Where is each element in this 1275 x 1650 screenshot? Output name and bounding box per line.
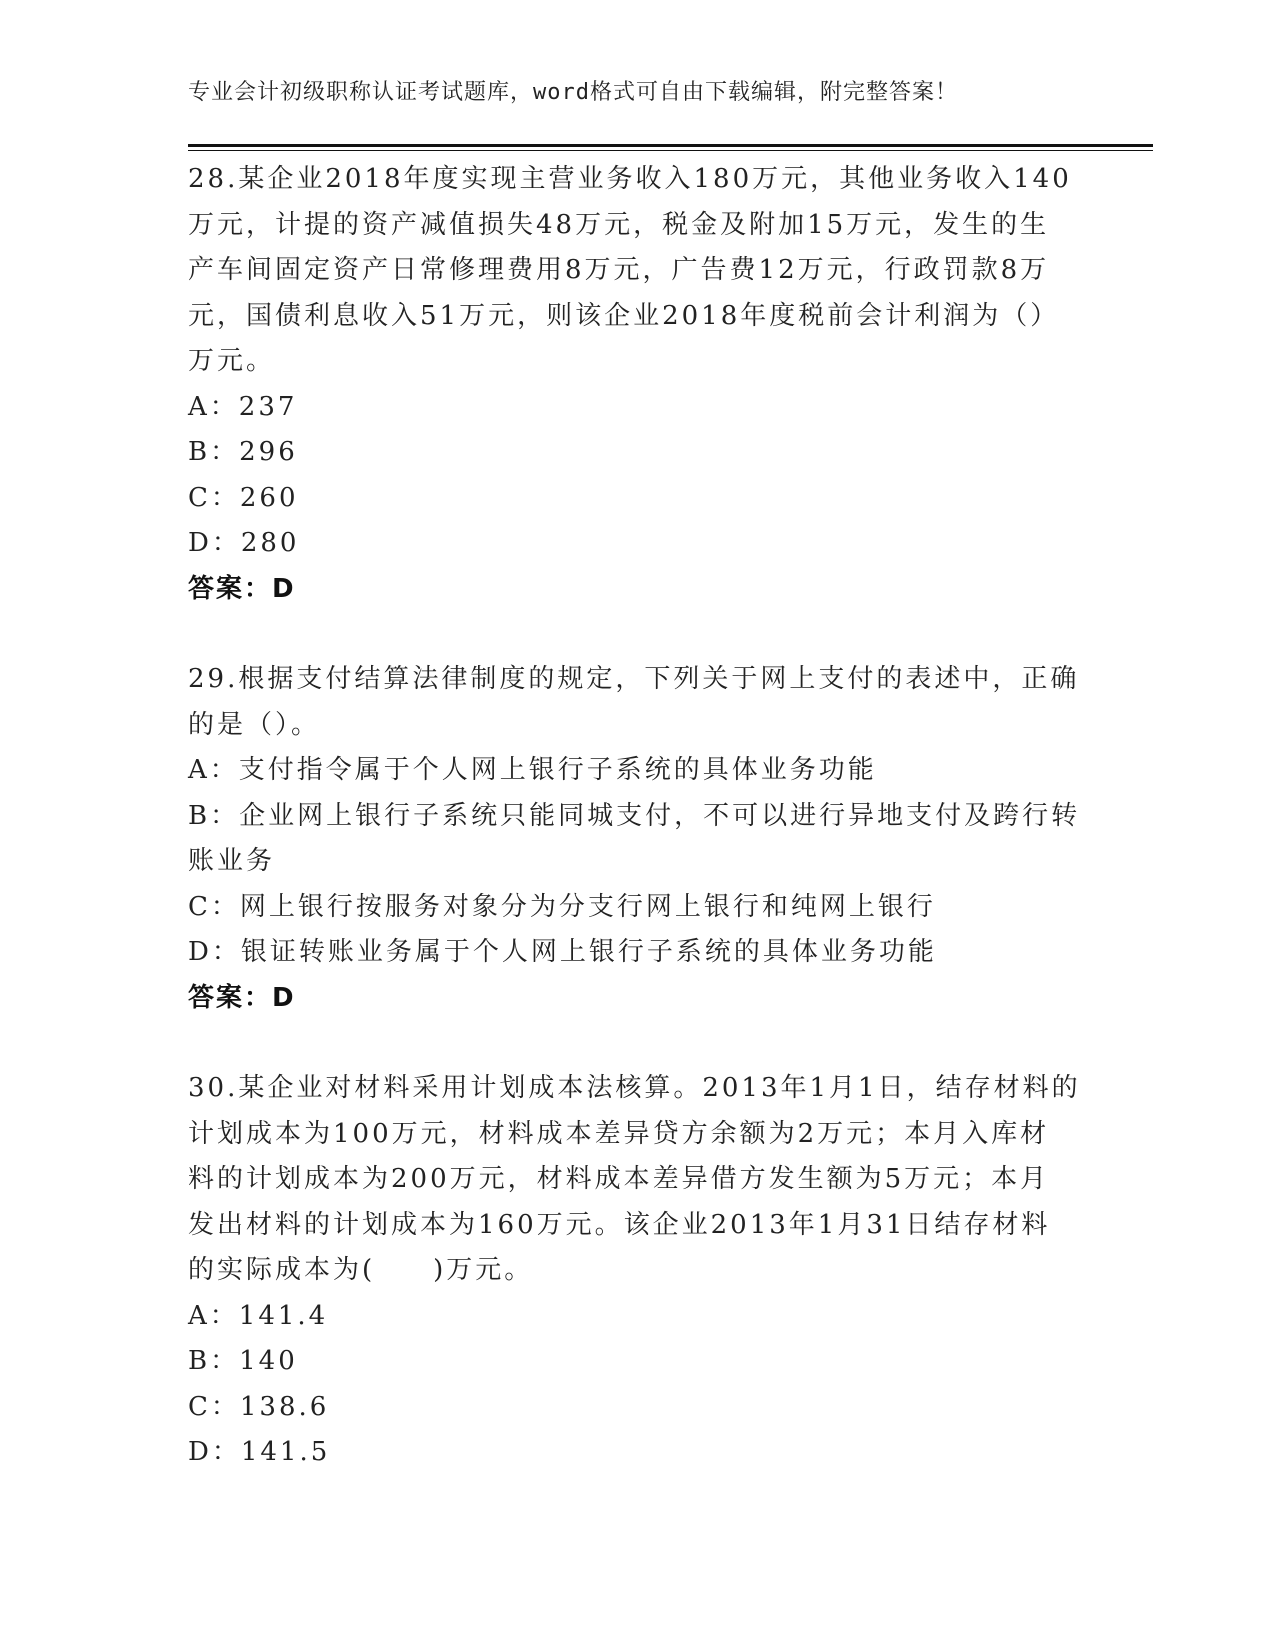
question-stem-line: 元，国债利息收入51万元，则该企业2018年度税前会计利润为（） [188,300,1060,331]
question-stem-line: 的是（）。 [188,709,321,740]
question-stem-line: 万元。 [188,346,276,376]
answer-label: 答案：D [188,982,296,1013]
option-b: B：296 [188,437,298,467]
option-b: B：140 [188,1346,298,1376]
question-stem-line: 料的计划成本为200万元，材料成本差异借方发生额为5万元；本月 [188,1164,1050,1194]
option-c: C：网上银行按服务对象分为分支行网上银行和纯网上银行 [188,891,936,922]
question-28 [188,157,1088,612]
option-b-continued: 账业务 [188,846,276,876]
option-a: A：支付指令属于个人网上银行子系统的具体业务功能 [188,755,877,785]
question-stem-line: 万元，计提的资产减值损失48万元，税金及附加15万元，发生的生 [188,209,1050,240]
question-stem-line: 产车间固定资产日常修理费用8万元，广告费12万元，行政罚款8万 [188,255,1050,285]
option-d: D：银证转账业务属于个人网上银行子系统的具体业务功能 [188,937,937,967]
option-d: D：141.5 [188,1437,331,1467]
page-header: 专业会计初级职称认证考试题库，word格式可自由下载编辑，附完整答案！ [188,80,958,105]
question-stem-line: 28.某企业2018年度实现主营业务收入180万元，其他业务收入140 [188,164,1072,194]
question-stem-line: 的实际成本为( )万元。 [188,1255,534,1285]
question-gap [188,1021,1088,1066]
question-stem-line: 29.根据支付结算法律制度的规定，下列关于网上支付的表述中，正确 [188,664,1080,694]
question-stem-line: 发出材料的计划成本为160万元。该企业2013年1月31日结存材料 [188,1209,1051,1240]
option-c: C：260 [188,482,299,513]
option-c: C：138.6 [188,1391,330,1422]
question-list [188,157,1088,1476]
question-gap [188,612,1088,657]
option-a: A：141.4 [188,1300,329,1331]
option-b: B：企业网上银行子系统只能同城支付，不可以进行异地支付及跨行转 [188,800,1081,831]
header-rule-thick [188,144,1153,147]
question-stem-line: 计划成本为100万元，材料成本差异贷方余额为2万元；本月入库材 [188,1118,1050,1149]
header-rule-thin [188,150,1153,151]
question-stem-line: 30.某企业对材料采用计划成本法核算。2013年1月1日，结存材料的 [188,1073,1081,1103]
question-30 [188,1066,1088,1476]
answer-label: 答案：D [188,573,296,604]
option-a: A：237 [188,391,298,422]
question-29 [188,657,1088,1021]
option-d: D：280 [188,528,300,558]
